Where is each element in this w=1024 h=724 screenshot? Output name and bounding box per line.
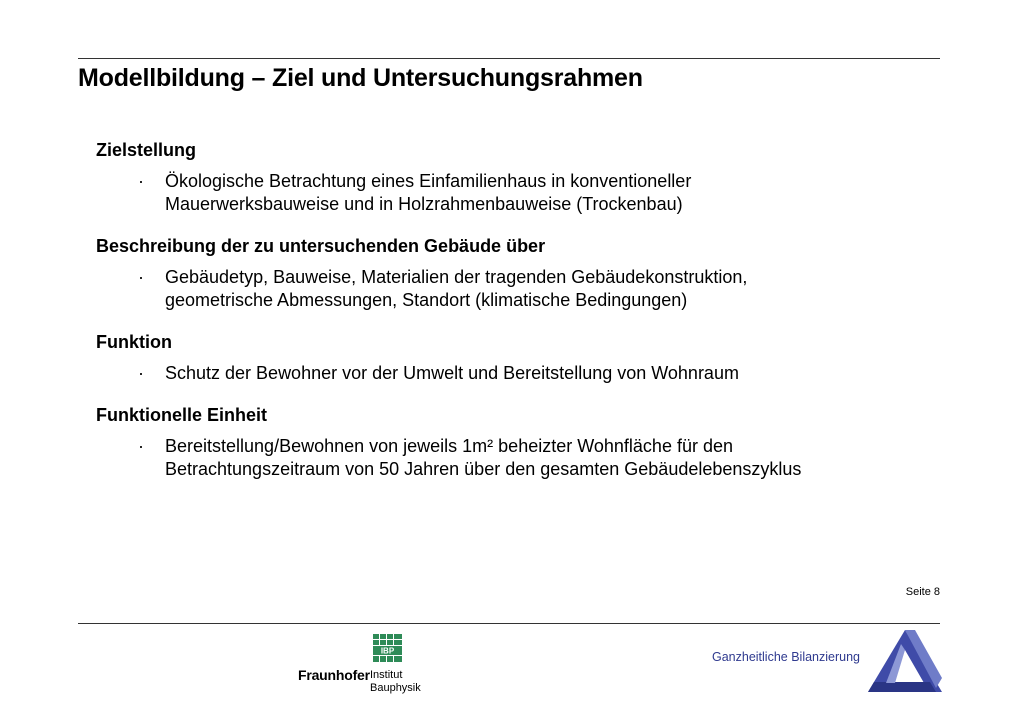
bullet-text-line: Mauerwerksbauweise und in Holzrahmenbauweise (Trockenbau) bbox=[165, 194, 683, 214]
fraunhofer-ibp-logo bbox=[298, 633, 438, 705]
page-number: Seite 8 bbox=[905, 586, 940, 598]
bullet-dot-icon: · bbox=[138, 267, 144, 287]
institute-line: Bauphysik bbox=[370, 682, 421, 694]
bullet-item bbox=[96, 362, 936, 385]
page-title: Modellbildung – Ziel und Untersuchungsrahmen bbox=[78, 64, 643, 92]
bilanz-wordmark: Ganzheitliche Bilanzierung bbox=[712, 650, 861, 664]
bullet-dot-icon: · bbox=[138, 436, 144, 456]
bullet-text-line: Ökologische Betrachtung eines Einfamilienhaus in konventioneller bbox=[165, 171, 692, 191]
ibp-grid-icon bbox=[372, 633, 403, 663]
section-heading: Beschreibung der zu untersuchenden Gebäude über bbox=[96, 236, 546, 256]
bottom-divider bbox=[78, 623, 940, 624]
section-beschreibung bbox=[96, 234, 936, 312]
penrose-triangle-icon bbox=[866, 628, 944, 694]
bullet-item bbox=[96, 266, 936, 312]
section-zielstellung bbox=[96, 138, 936, 216]
bullet-dot-icon: · bbox=[138, 171, 144, 191]
institute-name bbox=[370, 669, 421, 695]
section-heading: Funktionelle Einheit bbox=[96, 405, 268, 425]
section-funktion bbox=[96, 330, 936, 385]
section-heading: Zielstellung bbox=[96, 140, 197, 160]
bullet-dot-icon: · bbox=[138, 363, 144, 383]
fraunhofer-wordmark: Fraunhofer bbox=[298, 667, 370, 683]
section-funktionelle-einheit bbox=[96, 403, 936, 481]
top-divider bbox=[78, 58, 940, 59]
bullet-item bbox=[96, 435, 936, 481]
section-heading: Funktion bbox=[96, 332, 172, 352]
bullet-text-line: Schutz der Bewohner vor der Umwelt und Bereitstellung von Wohnraum bbox=[165, 363, 739, 383]
bullet-text-line: Gebäudetyp, Bauweise, Materialien der tragenden Gebäudekonstruktion, bbox=[165, 267, 748, 287]
bullet-text-line: geometrische Abmessungen, Standort (klimatische Bedingungen) bbox=[165, 290, 688, 310]
bullet-text-line: Betrachtungszeitraum von 50 Jahren über den gesamten Gebäudelebenszyklus bbox=[165, 459, 802, 479]
slide-content bbox=[96, 138, 936, 499]
ganzheitliche-bilanzierung-logo bbox=[712, 628, 952, 698]
bullet-text-line: Bereitstellung/Bewohnen von jeweils 1m² beheizter Wohnfläche für den bbox=[165, 436, 733, 456]
ibp-badge-text: IBP bbox=[380, 646, 395, 656]
institute-line: Institut bbox=[370, 669, 403, 681]
bullet-item bbox=[96, 170, 936, 216]
